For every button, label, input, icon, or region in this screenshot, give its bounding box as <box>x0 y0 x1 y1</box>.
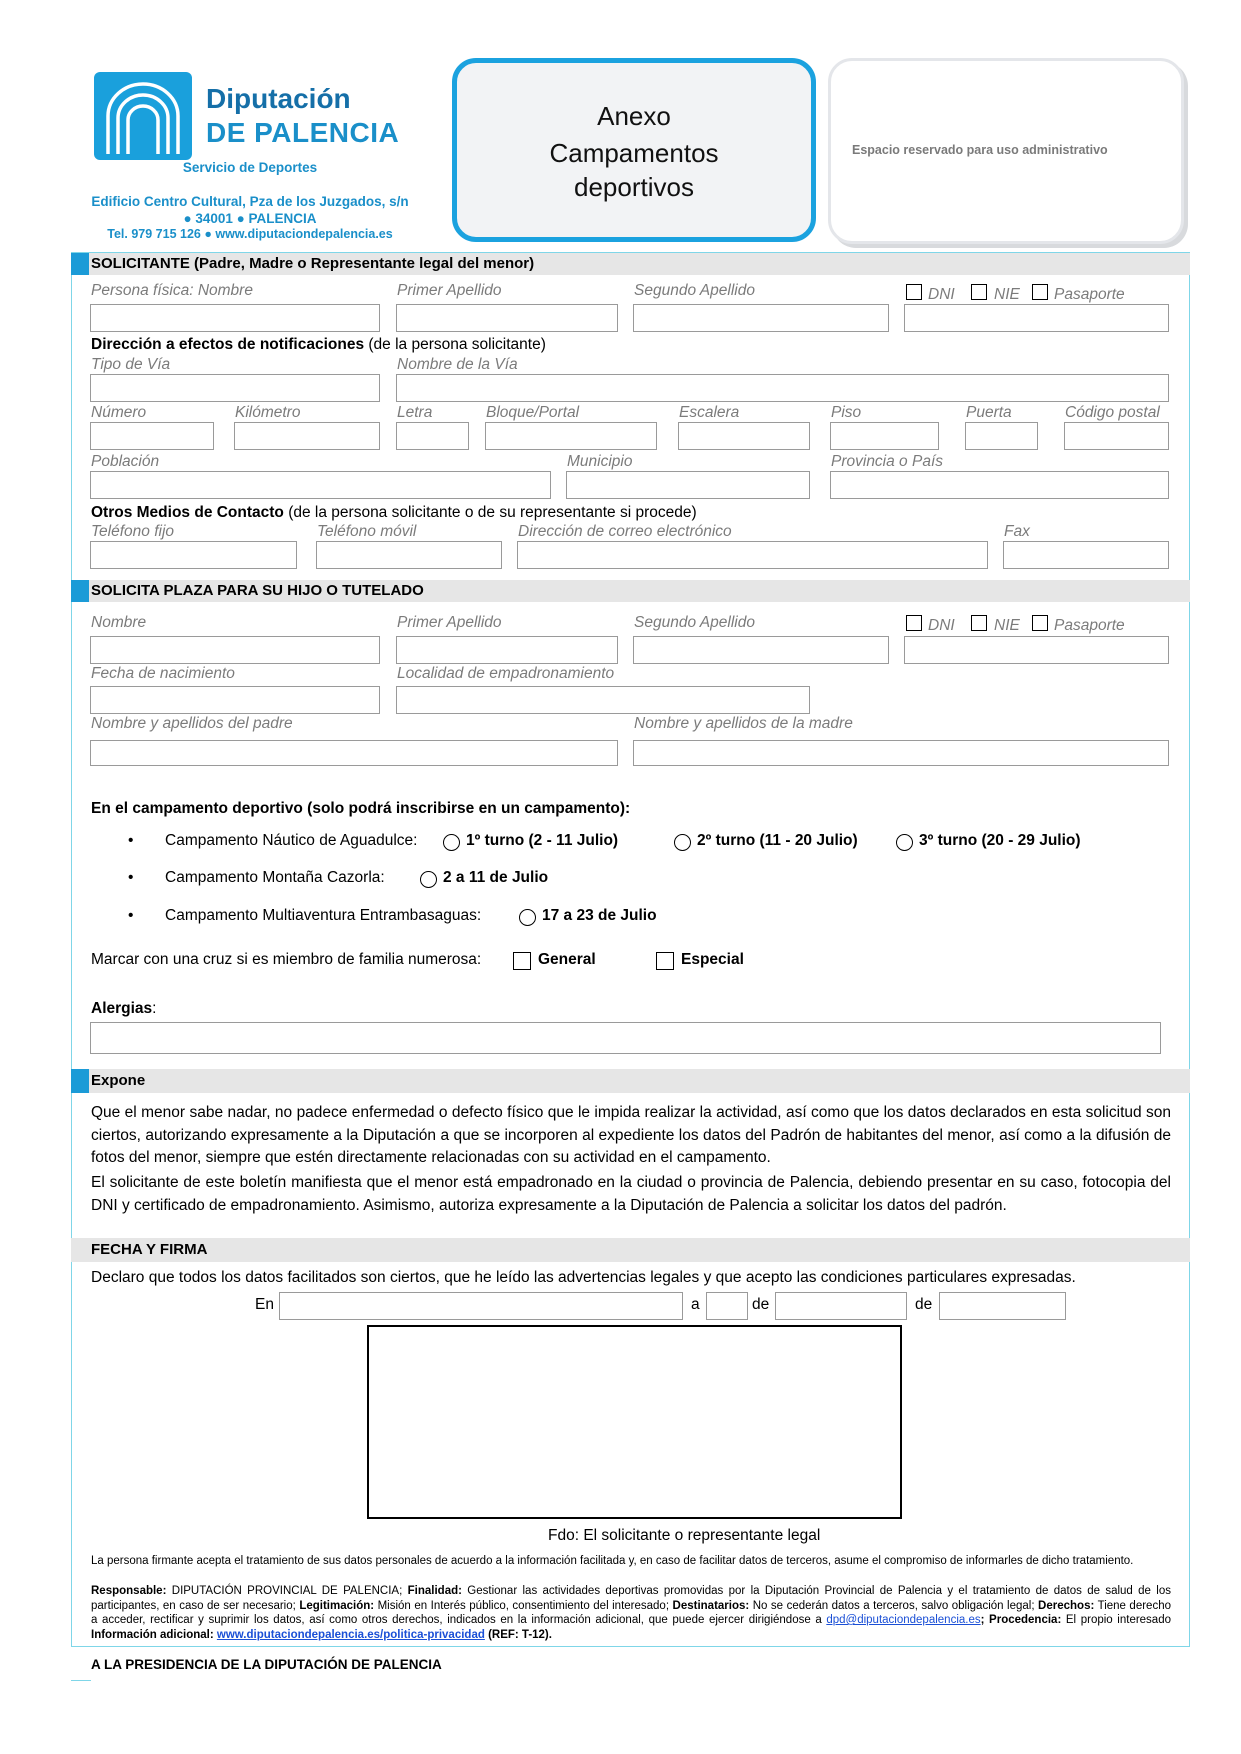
input-tel-fijo[interactable] <box>90 541 297 569</box>
label-cp: Código postal <box>1065 404 1160 421</box>
input-puerta[interactable] <box>965 422 1038 450</box>
signature-caption: Fdo: El solicitante o representante legal <box>548 1527 821 1544</box>
input-localidad[interactable] <box>396 686 810 714</box>
legal-key: Destinatarios: <box>672 1599 750 1612</box>
input-escalera[interactable] <box>678 422 810 450</box>
bullet: • <box>128 869 134 886</box>
address-line2: ● 34001 ● PALENCIA <box>183 211 317 226</box>
title-line-3: deportivos <box>574 172 694 202</box>
label-nautico: Campamento Náutico de Aguadulce: <box>165 832 418 849</box>
legal-value: Misión en Interés público, consentimiento del interesado; <box>374 1599 673 1612</box>
expone-paragraph-2: El solicitante de este boletín manifiesta que el menor está empadronado en la ciudad o provincia de Palencia, debiendo presentar en su caso, fotocopia del DNI y certificado de empadronamiento. Asimismo, autoriza expresamente a la Diputación de Palencia a solicitar los datos del padrón. <box>91 1174 1171 1214</box>
label-apellido1: Primer Apellido <box>397 282 502 299</box>
label-kilometro: Kilómetro <box>235 404 301 421</box>
label-piso: Piso <box>831 404 862 421</box>
contacto-note: (de la persona solicitante o de su representante si procede) <box>283 504 697 521</box>
input-alergias[interactable] <box>90 1022 1161 1054</box>
label-nie: NIE <box>994 286 1020 303</box>
legal-ref: (REF: T-12). <box>484 1628 552 1641</box>
input-fecha-nac[interactable] <box>90 686 380 714</box>
label-en: En <box>255 1296 274 1313</box>
legal-acepta: La persona firmante acepta el tratamiento de sus datos personales de acuerdo a la información facilitada y, en caso de facilitar datos de terceros, asume el compromiso de informarles de dicho tratamiento. <box>91 1555 1134 1567</box>
label-bloque: Bloque/Portal <box>486 404 580 421</box>
direccion-title: Dirección a efectos de notificaciones <box>91 336 365 353</box>
label-montana: Campamento Montaña Cazorla: <box>165 869 385 886</box>
contact-line: Tel. 979 715 126 ● www.diputaciondepalencia.es <box>107 227 393 241</box>
label-nautico-turno3: 3º turno (20 - 29 Julio) <box>919 832 1081 849</box>
input-hijo-apellido1[interactable] <box>396 636 618 664</box>
section-title-firma: FECHA Y FIRMA <box>91 1241 208 1258</box>
arch-logo-icon <box>94 72 192 160</box>
input-anio[interactable] <box>939 1292 1066 1320</box>
label-nautico-turno1: 1º turno (2 - 11 Julio) <box>466 832 619 849</box>
section-marker <box>71 253 89 275</box>
label-fecha-nac: Fecha de nacimiento <box>91 665 235 682</box>
label-madre: Nombre y apellidos de la madre <box>634 715 853 732</box>
admin-space-label: Espacio reservado para uso administrativo <box>852 143 1108 157</box>
label-localidad: Localidad de empadronamiento <box>397 665 615 682</box>
input-poblacion[interactable] <box>90 471 551 499</box>
diputacion-logo <box>94 72 192 160</box>
input-cp[interactable] <box>1064 422 1169 450</box>
checkbox-hijo-dni[interactable] <box>906 615 922 631</box>
label-de-1: de <box>752 1296 770 1313</box>
dpd-email-link[interactable]: dpd@diputaciondepalencia.es <box>826 1614 981 1626</box>
input-madre[interactable] <box>633 740 1169 766</box>
footer-mark <box>71 1680 91 1681</box>
radio-nautico-turno1[interactable] <box>443 834 460 851</box>
label-tel-fijo: Teléfono fijo <box>91 523 175 540</box>
radio-nautico-turno3[interactable] <box>896 834 913 851</box>
section-title-solicitante: SOLICITANTE (Padre, Madre o Representante legal del menor) <box>91 255 535 272</box>
checkbox-nie[interactable] <box>971 284 987 300</box>
label-letra: Letra <box>397 404 433 421</box>
label-puerta: Puerta <box>966 404 1012 421</box>
checkbox-dni[interactable] <box>906 284 922 300</box>
footer-addressee: A LA PRESIDENCIA DE LA DIPUTACIÓN DE PALENCIA <box>91 1657 442 1672</box>
bullet: • <box>128 907 134 924</box>
label-municipio: Municipio <box>567 453 633 470</box>
input-letra[interactable] <box>396 422 469 450</box>
address-line1: Edificio Centro Cultural, Pza de los Juzgados, s/n <box>91 194 409 209</box>
checkbox-pasaporte[interactable] <box>1032 284 1048 300</box>
declaro-text: Declaro que todos los datos facilitados son ciertos, que he leído las advertencias legales y que acepto las condiciones particulares expresadas. <box>91 1269 1076 1286</box>
input-provincia[interactable] <box>830 471 1169 499</box>
input-apellido1[interactable] <box>396 304 618 332</box>
service-name: Servicio de Deportes <box>182 160 318 175</box>
input-apellido2[interactable] <box>633 304 889 332</box>
input-lugar[interactable] <box>279 1292 683 1320</box>
label-email: Dirección de correo electrónico <box>518 523 732 540</box>
label-provincia: Provincia o País <box>831 453 943 470</box>
legal-key: Derechos: <box>1038 1599 1095 1612</box>
label-multiaventura-fecha: 17 a 23 de Julio <box>542 907 657 924</box>
document-title <box>452 98 816 202</box>
signature-box[interactable] <box>367 1325 902 1519</box>
bullet: • <box>128 832 134 849</box>
label-hijo-apellido1: Primer Apellido <box>397 614 502 631</box>
legal-key: Finalidad: <box>407 1585 462 1597</box>
alergias-colon: : <box>152 1000 157 1017</box>
radio-montana[interactable] <box>420 871 437 888</box>
org-name-line2: DE PALENCIA <box>206 117 400 148</box>
label-hijo-dni: DNI <box>928 617 955 634</box>
input-numero[interactable] <box>90 422 214 450</box>
label-multiaventura: Campamento Multiaventura Entrambasaguas: <box>165 907 482 924</box>
label-hijo-pasaporte: Pasaporte <box>1054 617 1125 634</box>
label-escalera: Escalera <box>679 404 740 421</box>
label-nautico-turno2: 2º turno (11 - 20 Julio) <box>697 832 858 849</box>
label-hijo-apellido2: Segundo Apellido <box>634 614 755 631</box>
section-title-hijo: SOLICITA PLAZA PARA SU HIJO O TUTELADO <box>91 582 424 599</box>
input-kilometro[interactable] <box>234 422 380 450</box>
input-hijo-apellido2[interactable] <box>633 636 889 664</box>
legal-key: Responsable: <box>91 1585 167 1597</box>
legal-key: ; Procedencia: <box>980 1614 1062 1626</box>
label-nombre-via: Nombre de la Vía <box>397 356 518 373</box>
label-tipo-via: Tipo de Vía <box>91 356 171 373</box>
label-nombre: Persona física: Nombre <box>91 282 253 299</box>
label-de-2: de <box>915 1296 933 1313</box>
radio-nautico-turno2[interactable] <box>674 834 691 851</box>
label-hijo-nombre: Nombre <box>91 614 147 631</box>
input-hijo-documento[interactable] <box>904 636 1169 664</box>
radio-multiaventura[interactable] <box>519 909 536 926</box>
label-poblacion: Población <box>91 453 160 470</box>
legal-info <box>91 1584 1171 1642</box>
legal-value: Gestionar las actividades deportivas promovidas por la Diputación Provincial de Palencia y el tratamiento de datos de salud de los participantes, en caso de ser necesario; <box>91 1585 1171 1612</box>
input-piso[interactable] <box>830 422 939 450</box>
campamento-intro: En el campamento deportivo (solo podrá inscribirse en un campamento): <box>91 800 631 817</box>
checkbox-especial[interactable] <box>656 952 674 970</box>
checkbox-hijo-nie[interactable] <box>971 615 987 631</box>
input-fax[interactable] <box>1003 541 1169 569</box>
label-general: General <box>538 951 596 968</box>
input-tipo-via[interactable] <box>90 374 380 402</box>
org-name-line1: Diputación <box>206 83 351 114</box>
label-dni: DNI <box>928 286 955 303</box>
input-dia[interactable] <box>706 1292 748 1320</box>
checkbox-general[interactable] <box>513 952 531 970</box>
direccion-note: (de la persona solicitante) <box>364 336 546 353</box>
label-especial: Especial <box>681 951 744 968</box>
input-municipio[interactable] <box>566 471 810 499</box>
label-fax: Fax <box>1004 523 1030 540</box>
section-marker <box>71 1069 89 1093</box>
expone-paragraph-1: Que el menor sabe nadar, no padece enfermedad o defecto físico que le impida realizar la actividad, así como que los datos declarados en esta solicitud son ciertos, autorizando expresamente a la Diputación a que se incorporen al expediente los datos del Padrón de habitantes del menor, así como a la difusión de fotos del menor, siempre que estén directamente relacionadas con su actividad en el campamento. <box>91 1104 1171 1166</box>
title-line-1: Anexo <box>597 101 671 131</box>
section-title-expone: Expone <box>91 1072 146 1089</box>
label-alergias: Alergias <box>91 1000 153 1017</box>
label-tel-movil: Teléfono móvil <box>317 523 417 540</box>
label-apellido2: Segundo Apellido <box>634 282 755 299</box>
section-marker <box>71 580 89 602</box>
input-mes[interactable] <box>775 1292 907 1320</box>
legal-value: Tiene derecho a acceder, rectificar y suprimir los datos, así como otros derechos, indicados en la información adicional, que puede ejercer dirigiéndose a <box>91 1599 1171 1626</box>
input-tel-movil[interactable] <box>316 541 502 569</box>
section-bar-firma <box>71 1238 1190 1262</box>
legal-value: No se cederán datos a terceros, salvo obligación legal; <box>749 1599 1039 1612</box>
input-bloque[interactable] <box>485 422 657 450</box>
input-hijo-nombre[interactable] <box>90 636 380 664</box>
input-padre[interactable] <box>90 740 618 766</box>
label-montana-fecha: 2 a 11 de Julio <box>443 869 549 886</box>
direccion-heading <box>91 336 546 354</box>
label-hijo-nie: NIE <box>994 617 1020 634</box>
title-line-2: Campamentos <box>549 138 719 168</box>
contacto-title: Otros Medios de Contacto <box>91 504 284 521</box>
label-numero: Número <box>91 404 147 421</box>
label-familia-numerosa: Marcar con una cruz si es miembro de familia numerosa: <box>91 951 482 968</box>
contacto-heading <box>91 504 697 522</box>
input-documento[interactable] <box>904 304 1169 332</box>
label-pasaporte: Pasaporte <box>1054 286 1125 303</box>
legal-value: El propio interesado <box>1061 1614 1171 1626</box>
privacy-policy-link[interactable]: www.diputaciondepalencia.es/politica-privacidad <box>216 1628 485 1641</box>
section-bar-expone <box>71 1069 1190 1093</box>
checkbox-hijo-pasaporte[interactable] <box>1032 615 1048 631</box>
legal-key: Legitimación: <box>299 1599 375 1612</box>
alergias-heading <box>91 1000 156 1018</box>
legal-value: DIPUTACIÓN PROVINCIAL DE PALENCIA; <box>166 1585 408 1597</box>
input-nombre[interactable] <box>90 304 380 332</box>
label-a: a <box>691 1296 700 1313</box>
input-email[interactable] <box>517 541 988 569</box>
label-padre: Nombre y apellidos del padre <box>91 715 293 732</box>
legal-key: Información adicional: <box>91 1628 214 1641</box>
input-nombre-via[interactable] <box>396 374 1169 402</box>
